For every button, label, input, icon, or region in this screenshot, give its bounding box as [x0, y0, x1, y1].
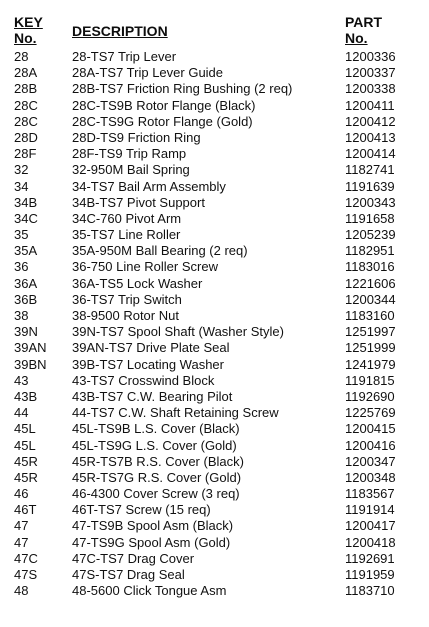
description-cell: 47-TS9B Spool Asm (Black) — [72, 518, 234, 534]
table-row — [0, 130, 429, 146]
table-row — [0, 535, 429, 551]
key-number-cell: 45R — [14, 469, 38, 485]
table-row — [0, 421, 429, 437]
table-row — [0, 454, 429, 470]
description-cell: 35-TS7 Line Roller — [72, 227, 181, 243]
part-header-line1: PART — [345, 14, 383, 30]
parts-table-body — [0, 49, 429, 599]
table-row — [0, 308, 429, 324]
key-number-cell: 34C — [14, 210, 38, 226]
description-cell: 36-TS7 Trip Switch — [72, 291, 182, 307]
key-number-cell: 35A — [14, 243, 38, 259]
part-number-cell: 1200417 — [345, 518, 396, 534]
description-cell: 39N-TS7 Spool Shaft (Washer Style) — [72, 324, 284, 340]
part-number-cell: 1200418 — [345, 534, 396, 550]
key-number-cell: 46T — [14, 502, 37, 518]
part-number-cell: 1200344 — [345, 291, 396, 307]
table-row — [0, 179, 429, 195]
key-number-cell: 38 — [14, 308, 29, 323]
table-row — [0, 195, 429, 211]
table-row — [0, 211, 429, 227]
key-number-cell: 36 — [14, 259, 29, 275]
description-cell: 48-5600 Click Tongue Asm — [72, 583, 227, 599]
part-number-cell: 1191914 — [345, 502, 395, 518]
part-number-cell: 1183710 — [345, 583, 395, 599]
table-row — [0, 259, 429, 275]
table-row — [0, 518, 429, 534]
part-number-cell: 1200337 — [345, 65, 396, 81]
key-header-line1: KEY — [14, 14, 43, 30]
part-number-cell: 1200416 — [345, 437, 396, 453]
key-number-cell: 45R — [14, 453, 38, 469]
part-number-cell: 1241979 — [345, 356, 396, 372]
key-number-cell: 28B — [14, 81, 38, 97]
part-number-cell: 1191658 — [345, 210, 395, 226]
table-row — [0, 98, 429, 114]
description-header: DESCRIPTION — [72, 23, 168, 39]
key-number-cell: 36B — [14, 291, 38, 307]
part-number-cell: 1200414 — [345, 146, 396, 162]
key-number-cell: 43B — [14, 388, 38, 404]
part-number-cell: 1182741 — [345, 162, 395, 178]
key-number-cell: 34B — [14, 194, 38, 210]
table-row — [0, 324, 429, 340]
key-number-cell: 43 — [14, 372, 29, 388]
key-number-cell: 39N — [14, 324, 38, 340]
description-cell: 28A-TS7 Trip Lever Guide — [72, 65, 224, 81]
part-number-cell: 1183160 — [345, 308, 395, 323]
key-number-cell: 28F — [14, 146, 37, 162]
key-number-cell: 36A — [14, 275, 38, 291]
part-number-cell: 1191959 — [345, 567, 395, 582]
part-header-line2: No. — [345, 30, 368, 46]
part-number-cell: 1183016 — [345, 259, 395, 275]
description-cell: 44-TS7 C.W. Shaft Retaining Screw — [72, 405, 279, 421]
description-cell: 39B-TS7 Locating Washer — [72, 356, 224, 372]
key-number-cell: 28A — [14, 65, 38, 81]
part-number-cell: 1200343 — [345, 194, 396, 210]
table-row — [0, 340, 429, 356]
description-cell: 34B-TS7 Pivot Support — [72, 194, 205, 210]
key-number-cell: 47 — [14, 534, 29, 550]
key-number-header — [14, 14, 43, 46]
table-row — [0, 114, 429, 130]
description-cell: 28F-TS9 Trip Ramp — [72, 146, 187, 162]
part-number-cell: 1221606 — [345, 275, 396, 291]
description-cell: 39AN-TS7 Drive Plate Seal — [72, 340, 230, 356]
table-row — [0, 502, 429, 518]
table-row — [0, 276, 429, 292]
key-number-cell: 34 — [14, 178, 29, 194]
description-cell: 28B-TS7 Friction Ring Bushing (2 req) — [72, 81, 293, 97]
description-cell: 47-TS9G Spool Asm (Gold) — [72, 534, 231, 550]
table-row — [0, 405, 429, 421]
description-cell: 28C-TS9G Rotor Flange (Gold) — [72, 113, 253, 129]
description-cell: 28D-TS9 Friction Ring — [72, 129, 201, 145]
key-number-cell: 48 — [14, 583, 29, 599]
table-row — [0, 227, 429, 243]
description-cell: 47S-TS7 Drag Seal — [72, 567, 185, 582]
part-number-cell: 1251999 — [345, 340, 396, 356]
key-number-cell: 28C — [14, 97, 38, 113]
part-number-cell: 1251997 — [345, 324, 396, 340]
part-number-cell: 1200415 — [345, 421, 396, 437]
description-cell: 34C-760 Pivot Arm — [72, 210, 182, 226]
part-number-cell: 1200348 — [345, 469, 396, 485]
table-row — [0, 357, 429, 373]
table-row — [0, 438, 429, 454]
table-row — [0, 65, 429, 81]
part-number-cell: 1200347 — [345, 453, 396, 469]
table-row — [0, 243, 429, 259]
part-number-cell: 1200413 — [345, 129, 396, 145]
part-number-cell: 1182951 — [345, 243, 395, 259]
part-number-cell: 1192690 — [345, 388, 395, 404]
key-number-cell: 28 — [14, 49, 29, 64]
part-number-cell: 1192691 — [345, 550, 395, 566]
key-number-cell: 39BN — [14, 356, 47, 372]
description-cell: 32-950M Bail Spring — [72, 162, 190, 178]
table-row — [0, 470, 429, 486]
description-cell: 45R-TS7B R.S. Cover (Black) — [72, 453, 244, 469]
table-row — [0, 486, 429, 502]
key-number-cell: 28C — [14, 113, 38, 129]
part-number-cell: 1191815 — [345, 372, 395, 388]
part-number-cell: 1205239 — [345, 227, 396, 243]
part-number-cell: 1200338 — [345, 81, 396, 97]
description-cell: 45L-TS9B L.S. Cover (Black) — [72, 421, 240, 437]
description-cell: 47C-TS7 Drag Cover — [72, 550, 195, 566]
key-number-cell: 35 — [14, 227, 29, 243]
key-number-cell: 46 — [14, 486, 29, 502]
description-cell: 28C-TS9B Rotor Flange (Black) — [72, 97, 256, 113]
table-row — [0, 49, 429, 65]
key-header-line2: No. — [14, 30, 37, 46]
part-number-cell: 1200412 — [345, 113, 396, 129]
table-row — [0, 373, 429, 389]
key-number-cell: 32 — [14, 162, 29, 178]
part-number-cell: 1191639 — [345, 178, 395, 194]
key-number-cell: 47C — [14, 550, 38, 566]
table-row — [0, 146, 429, 162]
key-number-cell: 47S — [14, 567, 38, 582]
description-cell: 43B-TS7 C.W. Bearing Pilot — [72, 388, 233, 404]
key-number-cell: 45L — [14, 437, 36, 453]
table-header — [0, 0, 429, 48]
part-number-cell: 1225769 — [345, 405, 396, 421]
description-cell: 46T-TS7 Screw (15 req) — [72, 502, 211, 518]
key-number-cell: 39AN — [14, 340, 47, 356]
description-cell: 43-TS7 Crosswind Block — [72, 372, 215, 388]
part-number-header — [345, 14, 382, 46]
description-cell: 36-750 Line Roller Screw — [72, 259, 218, 275]
table-row — [0, 162, 429, 178]
description-cell: 38-9500 Rotor Nut — [72, 308, 179, 323]
key-number-cell: 44 — [14, 405, 29, 421]
description-cell: 34-TS7 Bail Arm Assembly — [72, 178, 226, 194]
key-number-cell: 47 — [14, 518, 29, 534]
table-row — [0, 551, 429, 567]
key-number-cell: 28D — [14, 129, 38, 145]
description-cell: 45L-TS9G L.S. Cover (Gold) — [72, 437, 237, 453]
description-cell: 46-4300 Cover Screw (3 req) — [72, 486, 240, 502]
description-cell: 28-TS7 Trip Lever — [72, 49, 177, 64]
table-row — [0, 389, 429, 405]
table-row — [0, 583, 429, 599]
part-number-cell: 1200336 — [345, 49, 396, 64]
table-row — [0, 292, 429, 308]
table-row — [0, 81, 429, 97]
part-number-cell: 1183567 — [345, 486, 395, 502]
part-number-cell: 1200411 — [345, 97, 395, 113]
description-cell: 35A-950M Ball Bearing (2 req) — [72, 243, 248, 259]
description-cell: 36A-TS5 Lock Washer — [72, 275, 203, 291]
description-cell: 45R-TS7G R.S. Cover (Gold) — [72, 469, 242, 485]
key-number-cell: 45L — [14, 421, 36, 437]
table-row — [0, 567, 429, 583]
